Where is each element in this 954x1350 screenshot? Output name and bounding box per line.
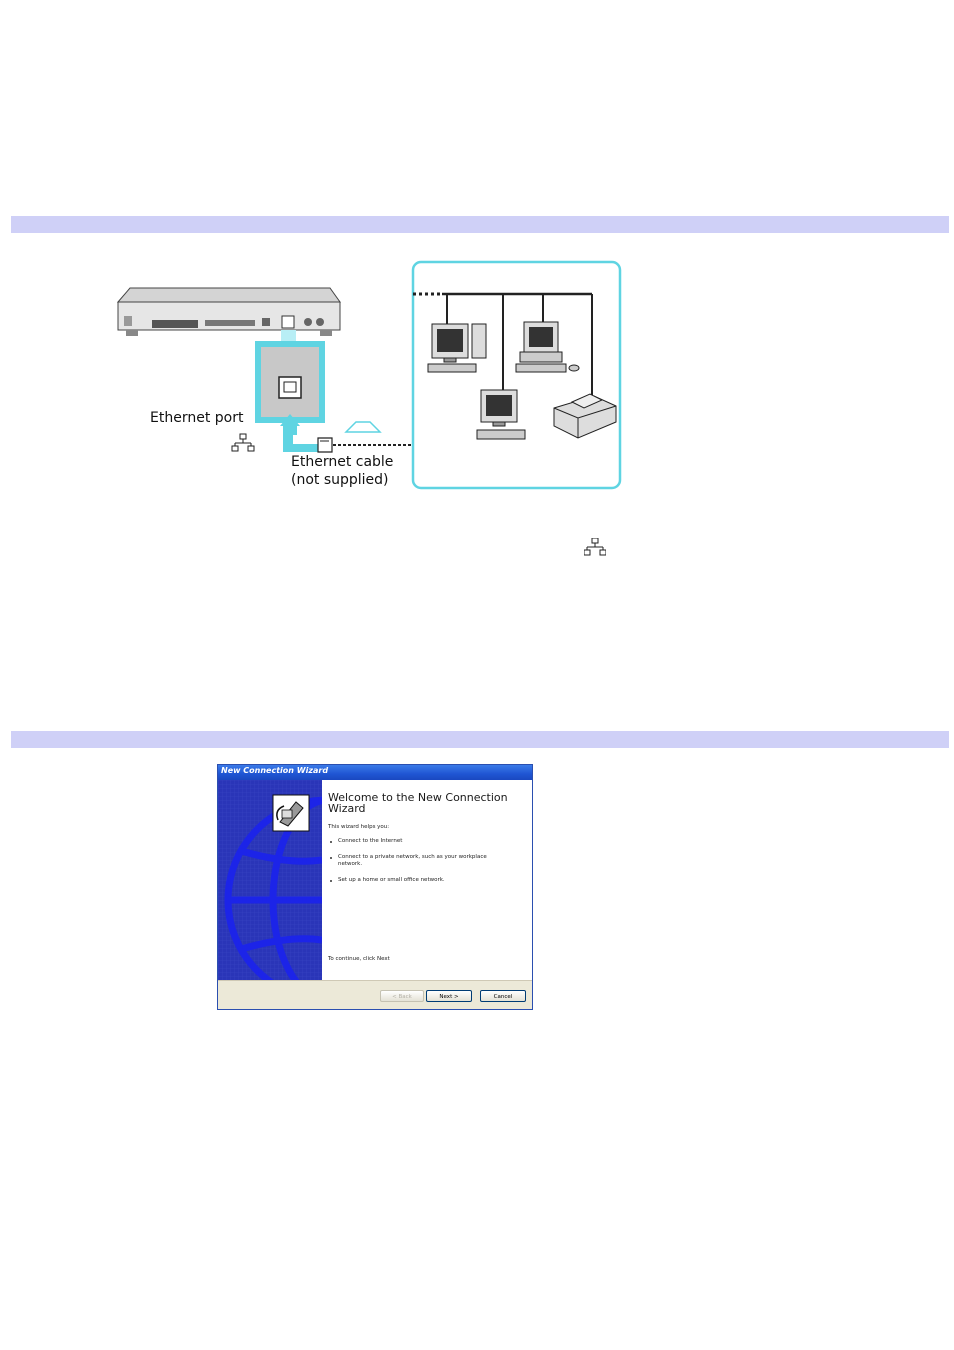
wizard-heading-line2: Wizard — [328, 802, 366, 815]
laptop-icon — [118, 288, 340, 336]
ethernet-port-icon — [258, 330, 322, 420]
network-symbol-icon — [584, 538, 606, 558]
section-header-band — [11, 731, 949, 748]
ethernet-cable-label: Ethernet cable — [291, 454, 394, 470]
cancel-button[interactable]: Cancel — [480, 990, 526, 1002]
bullet-icon — [330, 841, 332, 843]
wizard-intro: This wizard helps you: — [328, 824, 390, 830]
wizard-bullet-private-network: Connect to a private network, such as your workplace — [338, 854, 487, 860]
network-symbol-icon — [232, 434, 254, 451]
new-connection-wizard-window — [217, 764, 533, 1010]
wizard-content — [322, 780, 532, 980]
wizard-heading — [328, 792, 528, 814]
wizard-titlebar[interactable] — [218, 765, 532, 780]
ethernet-cable-note: (not supplied) — [291, 472, 389, 488]
bullet-icon — [330, 857, 332, 859]
network-connection-diagram — [0, 240, 954, 510]
back-button[interactable]: < Back — [380, 990, 424, 1002]
connection-wizard-icon — [273, 795, 309, 831]
next-button[interactable]: Next > — [426, 990, 472, 1002]
wizard-bullet-internet: Connect to the Internet — [338, 838, 403, 844]
bullet-icon — [330, 880, 332, 882]
globe-graphic — [218, 780, 322, 980]
wizard-title: New Connection Wizard — [221, 766, 329, 775]
ethernet-port-label: Ethernet port — [150, 410, 244, 426]
wizard-bullet-private-network-cont: network. — [338, 861, 363, 867]
network-box — [413, 262, 620, 488]
wizard-sidebar — [218, 780, 322, 980]
wizard-button-bar — [218, 980, 532, 1010]
section-header-band — [11, 216, 949, 233]
wizard-bullet-home-network: Set up a home or small office network. — [338, 877, 445, 883]
wizard-heading-line1: Welcome to the New Connection — [328, 791, 508, 804]
wizard-continue-text: To continue, click Next — [328, 956, 390, 962]
